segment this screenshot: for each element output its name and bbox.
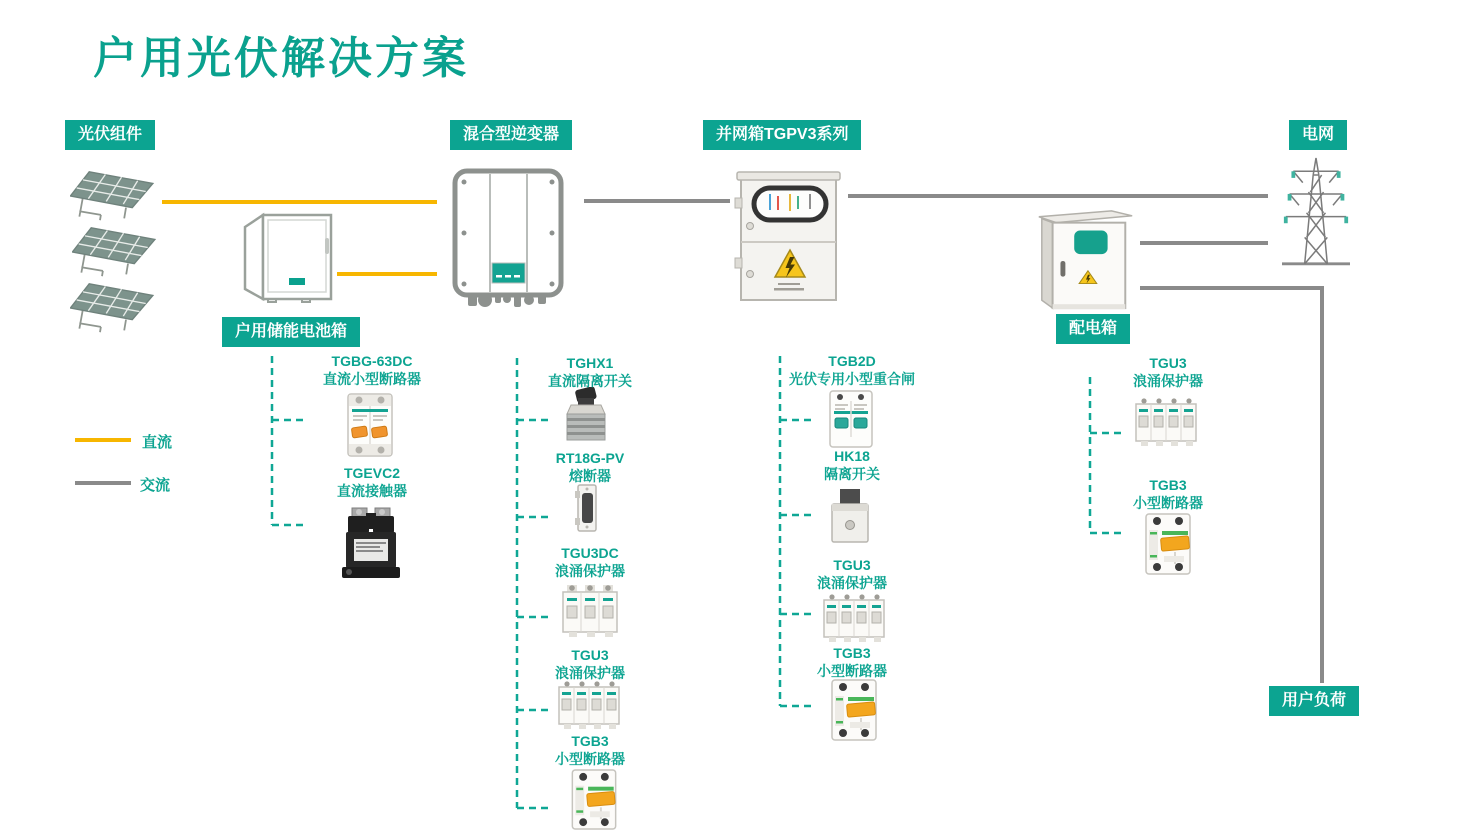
component-label (490, 450, 690, 485)
tgb3-breaker-image (572, 770, 615, 829)
component-name: 小型断路器 (1133, 494, 1203, 511)
transmission-tower-image (1282, 158, 1350, 264)
component-label (1068, 355, 1268, 390)
component-model: TGU3 (1149, 355, 1187, 371)
tgu3-spd-image (824, 594, 884, 642)
rt18g-pv-fuse-image (575, 485, 596, 531)
hk18-isolator-image (832, 489, 868, 542)
label-hybrid-inverter: 混合型逆变器 (450, 120, 572, 150)
component-label (752, 448, 952, 483)
component-label (490, 545, 690, 580)
solar-panel-image (72, 228, 154, 276)
solar-panel-image (70, 284, 152, 332)
component-label (490, 733, 690, 768)
component-label (272, 465, 472, 500)
label-grid-box: 并网箱TGPV3系列 (703, 120, 861, 150)
component-name: 直流接触器 (337, 482, 407, 499)
component-model: TGEVC2 (343, 465, 400, 481)
component-name: 隔离开关 (824, 465, 880, 482)
component-model: TGU3 (833, 557, 871, 573)
component-label (490, 355, 690, 390)
label-pv-modules: 光伏组件 (65, 120, 155, 150)
component-model: HK18 (834, 448, 870, 464)
distribution-box-image (1039, 211, 1132, 309)
tgu3dc-spd-image (563, 585, 617, 637)
tgevc2-contactor-image (342, 508, 400, 578)
component-model: TGB3 (833, 645, 871, 661)
legend-ac-label: 交流 (140, 477, 171, 494)
component-name: 小型断路器 (817, 662, 887, 679)
component-model: TGU3DC (561, 545, 619, 561)
component-label (490, 647, 690, 682)
tgbg-63dc-breaker-image (348, 394, 392, 456)
component-label (752, 557, 952, 592)
component-label (1068, 477, 1268, 512)
grid-connection-box-image (735, 172, 840, 300)
legend-dc-label: 直流 (142, 434, 173, 451)
component-model: TGB3 (571, 733, 609, 749)
component-model: TGB3 (1149, 477, 1187, 493)
tgu3-spd-image (1136, 398, 1196, 446)
tgu3-spd-image (559, 681, 619, 729)
component-model: TGU3 (571, 647, 609, 663)
component-model: TGBG-63DC (331, 353, 413, 369)
component-name: 浪涌保护器 (555, 562, 625, 579)
battery-cabinet-image (245, 215, 331, 302)
component-label (752, 353, 952, 388)
component-label (752, 645, 952, 680)
label-user-load: 用户负荷 (1269, 686, 1359, 716)
component-name: 光伏专用小型重合闸 (789, 370, 915, 387)
component-name: 小型断路器 (555, 750, 625, 767)
component-model: TGB2D (828, 353, 876, 369)
component-name: 浪涌保护器 (817, 574, 887, 591)
tghx1-isolator-image (567, 386, 605, 440)
component-name: 浪涌保护器 (555, 664, 625, 681)
hybrid-inverter-image (455, 171, 561, 307)
solar-panel-image (70, 172, 152, 220)
tgb3-breaker-image (832, 680, 876, 740)
label-distribution-box: 配电箱 (1056, 314, 1130, 344)
component-name: 直流小型断路器 (323, 370, 421, 387)
tgb2d-recloser-image (830, 391, 872, 447)
component-name: 直流隔离开关 (548, 372, 632, 389)
component-name: 熔断器 (569, 467, 611, 484)
component-name: 浪涌保护器 (1133, 372, 1203, 389)
component-model: RT18G-PV (555, 450, 625, 466)
component-model: TGHX1 (566, 355, 614, 371)
label-battery-box: 户用储能电池箱 (222, 317, 360, 347)
page-title: 户用光伏解决方案 (93, 34, 469, 83)
tgb3-breaker-image (1146, 514, 1190, 574)
label-grid: 电网 (1289, 120, 1347, 150)
component-label (272, 353, 472, 388)
